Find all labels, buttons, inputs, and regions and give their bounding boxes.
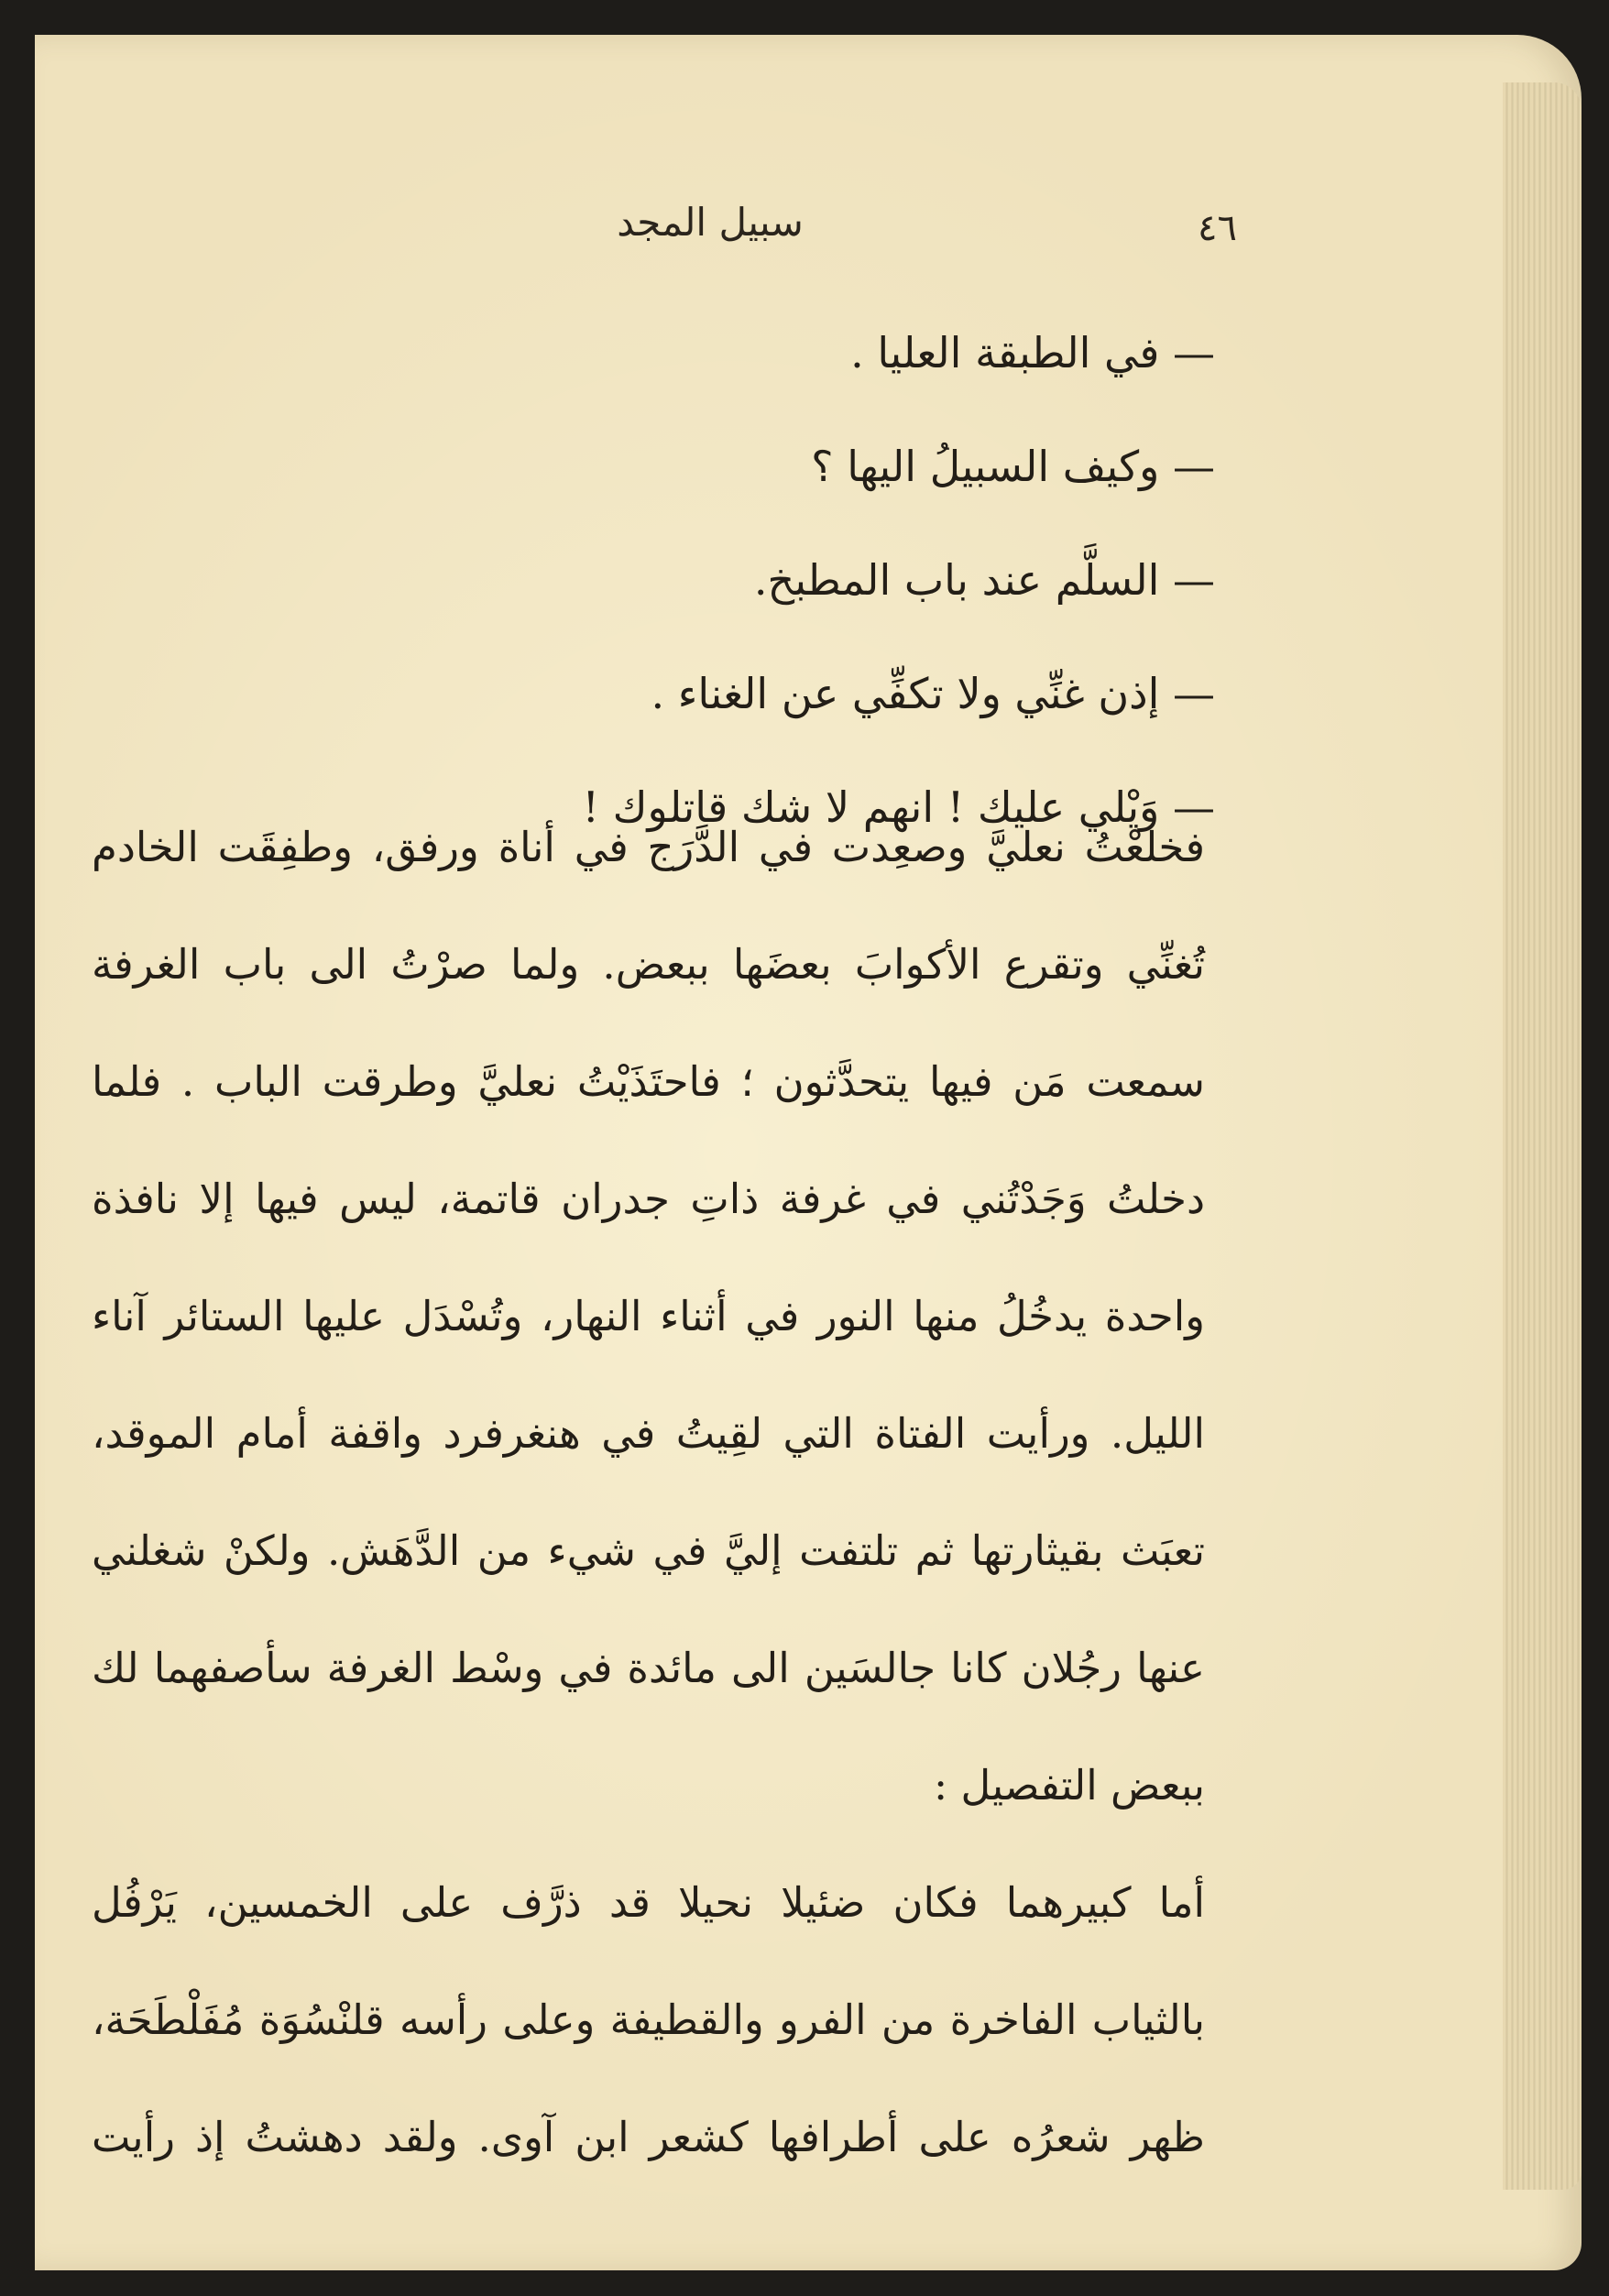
paragraph-line: واحدة يدخُلُ منها النور في أثناء النهار، وتُسْدَل عليها الستائر آناء [92, 1292, 1205, 1340]
page-edges [1503, 82, 1582, 2190]
dialogue-line: — السلَّم عند باب المطبخ. [753, 555, 1215, 605]
dialogue-line: — إذن غنِّي ولا تكفِّي عن الغناء . [651, 669, 1215, 718]
dialogue-line: — وكيف السبيلُ اليها ؟ [811, 442, 1215, 491]
paragraph-line: ظهر شعرُه على أطرافها كشعر ابن آوى. ولقد دهشتُ إذ رأيت [92, 2113, 1205, 2161]
paragraph-line: تُغنِّي وتقرع الأكوابَ بعضَها ببعض. ولما صرْتُ الى باب الغرفة [92, 940, 1205, 989]
body-text [92, 797, 1205, 2204]
paragraph-line: ببعض التفصيل : [934, 1761, 1205, 1809]
dialogue-line: — وَيْلي عليك ! انهم لا شك قاتلوك ! [582, 782, 1215, 832]
paragraph-line: تعبَث بقيثارتها ثم تلتفت إليَّ في شيء من الدَّهَش. ولكنْ شغلني [92, 1526, 1205, 1575]
dialogue-block [390, 312, 1215, 880]
paragraph-line: بالثياب الفاخرة من الفرو والقطيفة وعلى رأسه قلنْسُوَة مُفَلْطَحَة، [92, 1995, 1205, 2044]
dialogue-line: — في الطبقة العليا . [850, 328, 1215, 377]
paragraph-line: فخلعْتُ نعليَّ وصعِدت في الدَّرَج في أناة ورفق، وطفِقَت الخادم [92, 823, 1205, 871]
paragraph-line: أما كبيرهما فكان ضئيلا نحيلا قد ذرَّف على الخمسين، يَرْفُل [92, 1878, 1205, 1927]
paragraph-line: دخلتُ وَجَدْتُني في غرفة ذاتِ جدران قاتمة، ليس فيها إلا نافذة [92, 1175, 1205, 1223]
running-title: سبيل المجد [617, 200, 804, 245]
paragraph-line: عنها رجُلان كانا جالسَين الى مائدة في وسْط الغرفة سأصفهما لك [92, 1644, 1205, 1692]
paragraph-line: الليل. ورأيت الفتاة التي لقِيتُ في هنغرفرد واقفة أمام الموقد، [92, 1409, 1205, 1458]
page-header [110, 200, 1237, 264]
page-number: ٤٦ [1198, 207, 1237, 249]
paragraph-line: سمعت مَن فيها يتحدَّثون ؛ فاحتَذَيْتُ نعليَّ وطرقت الباب . فلما [92, 1057, 1205, 1106]
